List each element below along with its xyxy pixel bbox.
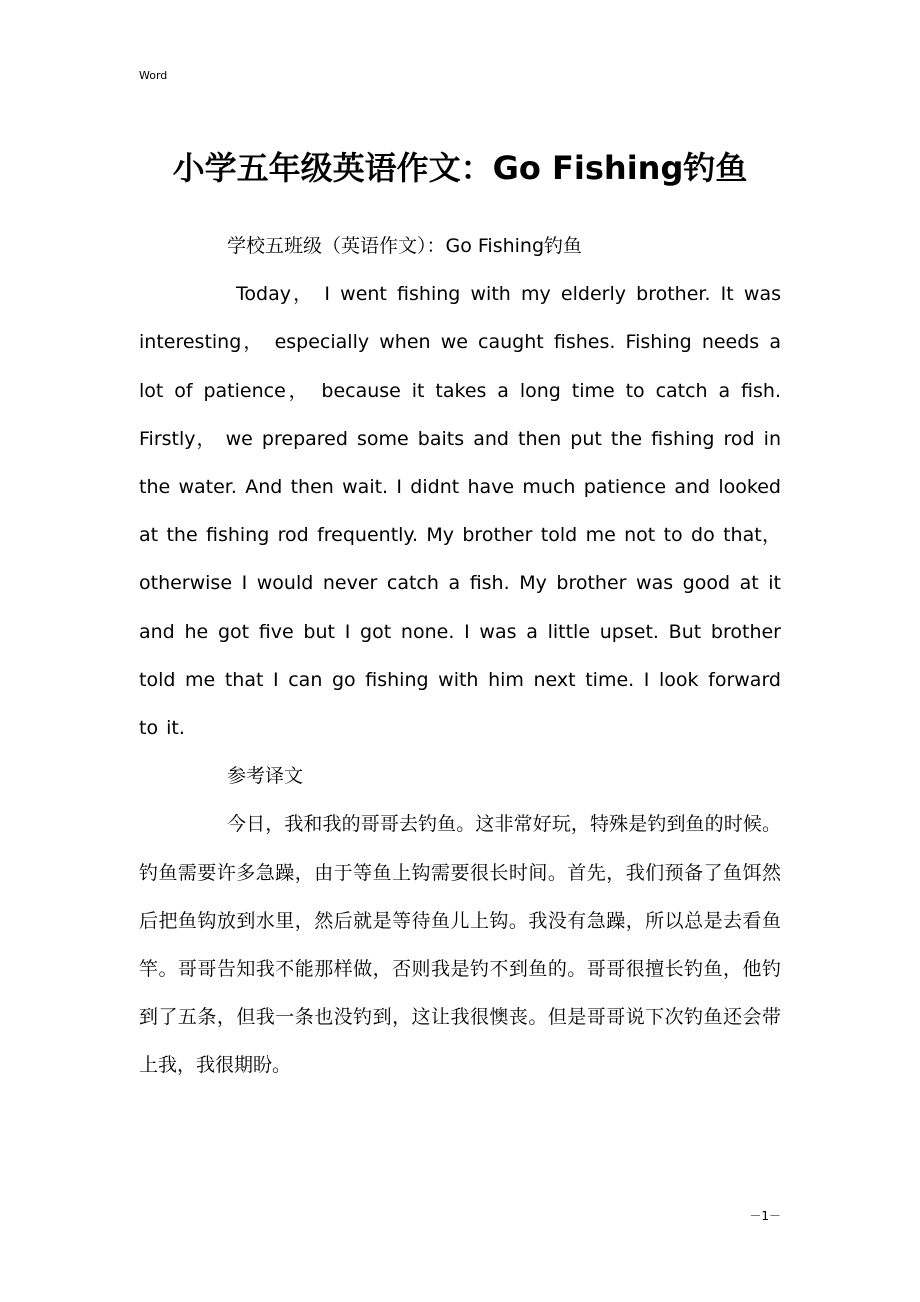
essay-subtitle: 学校五班级（英语作文）：Go Fishing钓鱼 (227, 235, 583, 257)
page-number: －1－ (749, 1209, 781, 1223)
english-essay-paragraph: Today， I went fishing with my elderly brother. It was interesting， especially when we caught fishes. Fishing needs a lot of patience， because it takes a long time to catch a fish. Firstly， we prepared some baits and then put the fishing rod in the water. And then wait. I didnt have much patience and looked at the fishing rod frequently. My brother told me not to do that， otherwise I would never catch a fish. My brother was good at it and he got five but I got none. I was a little upset. But brother told me that I can go fishing with him next time. I look forward to it. (139, 283, 781, 740)
document-body (139, 222, 781, 1090)
reference-translation-heading: 参考译文 (227, 765, 304, 788)
header-label: Word (139, 69, 168, 82)
chinese-translation-paragraph: 今日，我和我的哥哥去钓鱼。这非常好玩，特殊是钓到鱼的时候。钓鱼需要许多急躁，由于等鱼上钩需要很长时间。首先，我们预备了鱼饵然后把鱼钩放到水里，然后就是等待鱼儿上钩。我没有急躁，所以总是去看鱼竿。哥哥告知我不能那样做，否则我是钓不到鱼的。哥哥很擅长钓鱼，他钓到了五条，但我一条也没钓到，这让我很懊丧。但是哥哥说下次钓鱼还会带上我，我很期盼。 (139, 813, 781, 1077)
document-title: 小学五年级英语作文：Go Fishing钓鱼 (172, 149, 748, 187)
